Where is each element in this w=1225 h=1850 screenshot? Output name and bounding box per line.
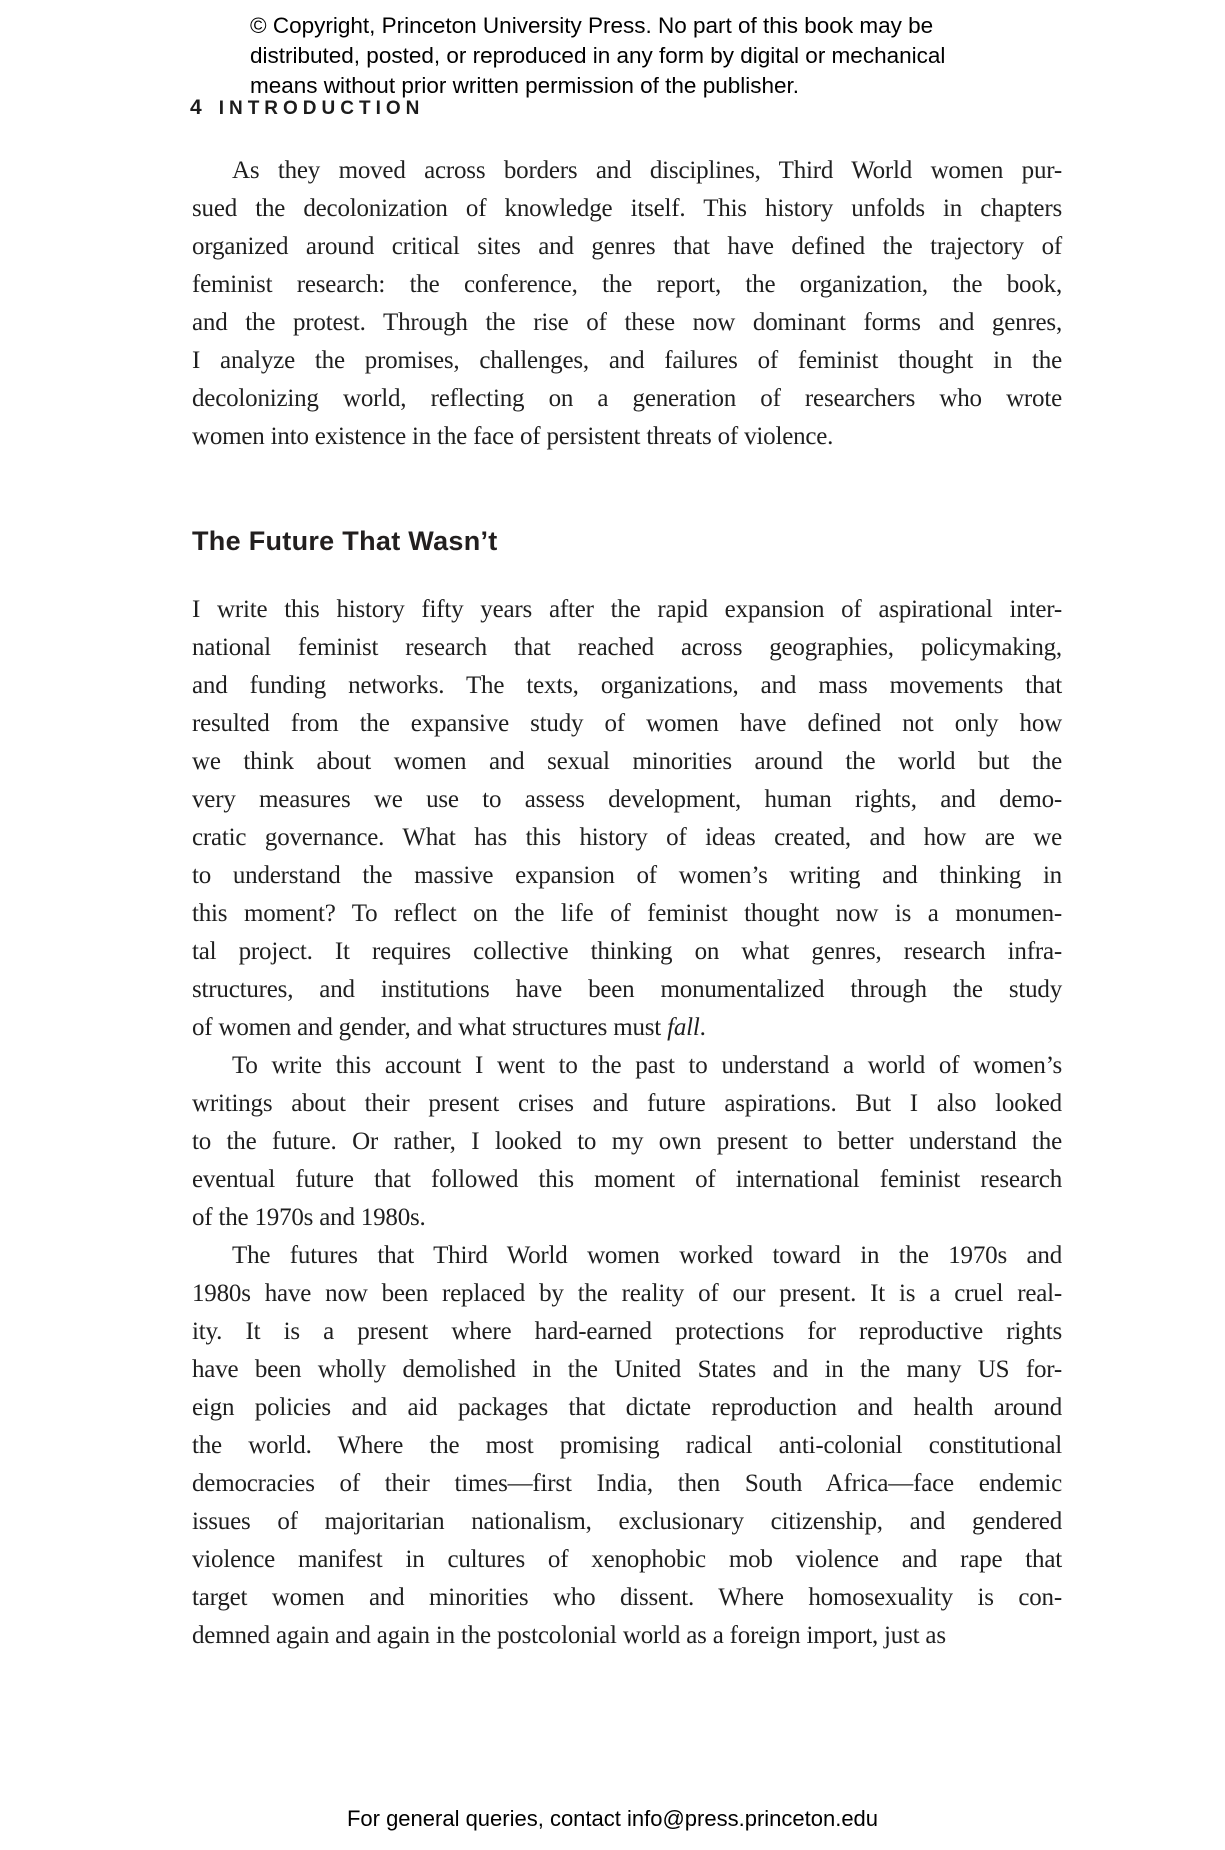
text-line: demned again and again in the postcolonial world as a foreign import, just as bbox=[192, 1622, 946, 1649]
text-line: ity. It is a present where hard-earned protections for reproductive rights bbox=[192, 1318, 1062, 1345]
text-line: cratic governance. What has this history of ideas created, and how are we bbox=[192, 824, 1062, 851]
copyright-notice bbox=[250, 11, 945, 101]
section-heading: The Future That Wasn’t bbox=[192, 526, 498, 556]
text-line: I analyze the promises, challenges, and failures of feminist thought in the bbox=[192, 347, 1062, 374]
text-line: violence manifest in cultures of xenophobic mob violence and rape that bbox=[192, 1546, 1062, 1573]
text-line: To write this account I went to the past to understand a world of women’s bbox=[232, 1052, 1062, 1079]
text-line: and funding networks. The texts, organizations, and mass movements that bbox=[192, 672, 1062, 699]
text-line: tal project. It requires collective thinking on what genres, research infra- bbox=[192, 938, 1062, 965]
text-line: of women and gender, and what structures must fall. bbox=[192, 1014, 706, 1041]
text-line: eventual future that followed this moment of international feminist research bbox=[192, 1166, 1062, 1193]
text-line: to understand the massive expansion of women’s writing and thinking in bbox=[192, 862, 1062, 889]
text-line: 1980s have now been replaced by the reality of our present. It is a cruel real- bbox=[192, 1280, 1062, 1307]
text-line: issues of majoritarian nationalism, exclusionary citizenship, and gendered bbox=[192, 1508, 1062, 1535]
text-line: and the protest. Through the rise of these now dominant forms and genres, bbox=[192, 309, 1062, 336]
copyright-line: means without prior written permission of the publisher. bbox=[250, 73, 800, 98]
text-line: As they moved across borders and disciplines, Third World women pur- bbox=[232, 157, 1062, 184]
running-header bbox=[190, 96, 424, 120]
text-line: this moment? To reflect on the life of feminist thought now is a monumen- bbox=[192, 900, 1062, 927]
text-line: organized around critical sites and genres that have defined the trajectory of bbox=[192, 233, 1062, 260]
text-line: structures, and institutions have been monumentalized through the study bbox=[192, 976, 1062, 1003]
text-line: eign policies and aid packages that dictate reproduction and health around bbox=[192, 1394, 1062, 1421]
text-line: the world. Where the most promising radical anti-colonial constitutional bbox=[192, 1432, 1062, 1459]
copyright-line: © Copyright, Princeton University Press. No part of this book may be bbox=[250, 13, 934, 38]
text-line: to the future. Or rather, I looked to my own present to better understand the bbox=[192, 1128, 1062, 1155]
text-line: have been wholly demolished in the United States and in the many US for- bbox=[192, 1356, 1062, 1383]
text-line: decolonizing world, reflecting on a generation of researchers who wrote bbox=[192, 385, 1062, 412]
body-paragraph bbox=[192, 1237, 1062, 1655]
text-line: we think about women and sexual minorities around the world but the bbox=[192, 748, 1062, 775]
body-paragraph bbox=[192, 152, 1062, 456]
copyright-line: distributed, posted, or reproduced in any form by digital or mechanical bbox=[250, 43, 946, 68]
text-line: democracies of their times—first India, then South Africa—face endemic bbox=[192, 1470, 1062, 1497]
body-paragraph bbox=[192, 591, 1062, 1047]
footer-queries-line: For general queries, contact info@press.princeton.edu bbox=[346, 1806, 879, 1831]
running-header-section-title: INTRODUCTION bbox=[218, 98, 425, 119]
body-text bbox=[192, 152, 1062, 1655]
text-line: sued the decolonization of knowledge itself. This history unfolds in chapters bbox=[192, 195, 1062, 222]
text-line: I write this history fifty years after the rapid expansion of aspirational inter- bbox=[192, 596, 1062, 623]
text-line: very measures we use to assess development, human rights, and demo- bbox=[192, 786, 1062, 813]
text-line: target women and minorities who dissent. Where homosexuality is con- bbox=[192, 1584, 1062, 1611]
text-line: resulted from the expansive study of women have defined not only how bbox=[192, 710, 1062, 737]
text-line: writings about their present crises and future aspirations. But I also looked bbox=[192, 1090, 1062, 1117]
text-line: national feminist research that reached across geographies, policymaking, bbox=[192, 634, 1062, 661]
text-line: of the 1970s and 1980s. bbox=[192, 1204, 426, 1231]
page-number: 4 bbox=[190, 96, 202, 119]
text-line: feminist research: the conference, the report, the organization, the book, bbox=[192, 271, 1062, 298]
body-paragraph bbox=[192, 1047, 1062, 1237]
text-line: women into existence in the face of persistent threats of violence. bbox=[192, 423, 834, 450]
text-line: The futures that Third World women worked toward in the 1970s and bbox=[232, 1242, 1062, 1269]
